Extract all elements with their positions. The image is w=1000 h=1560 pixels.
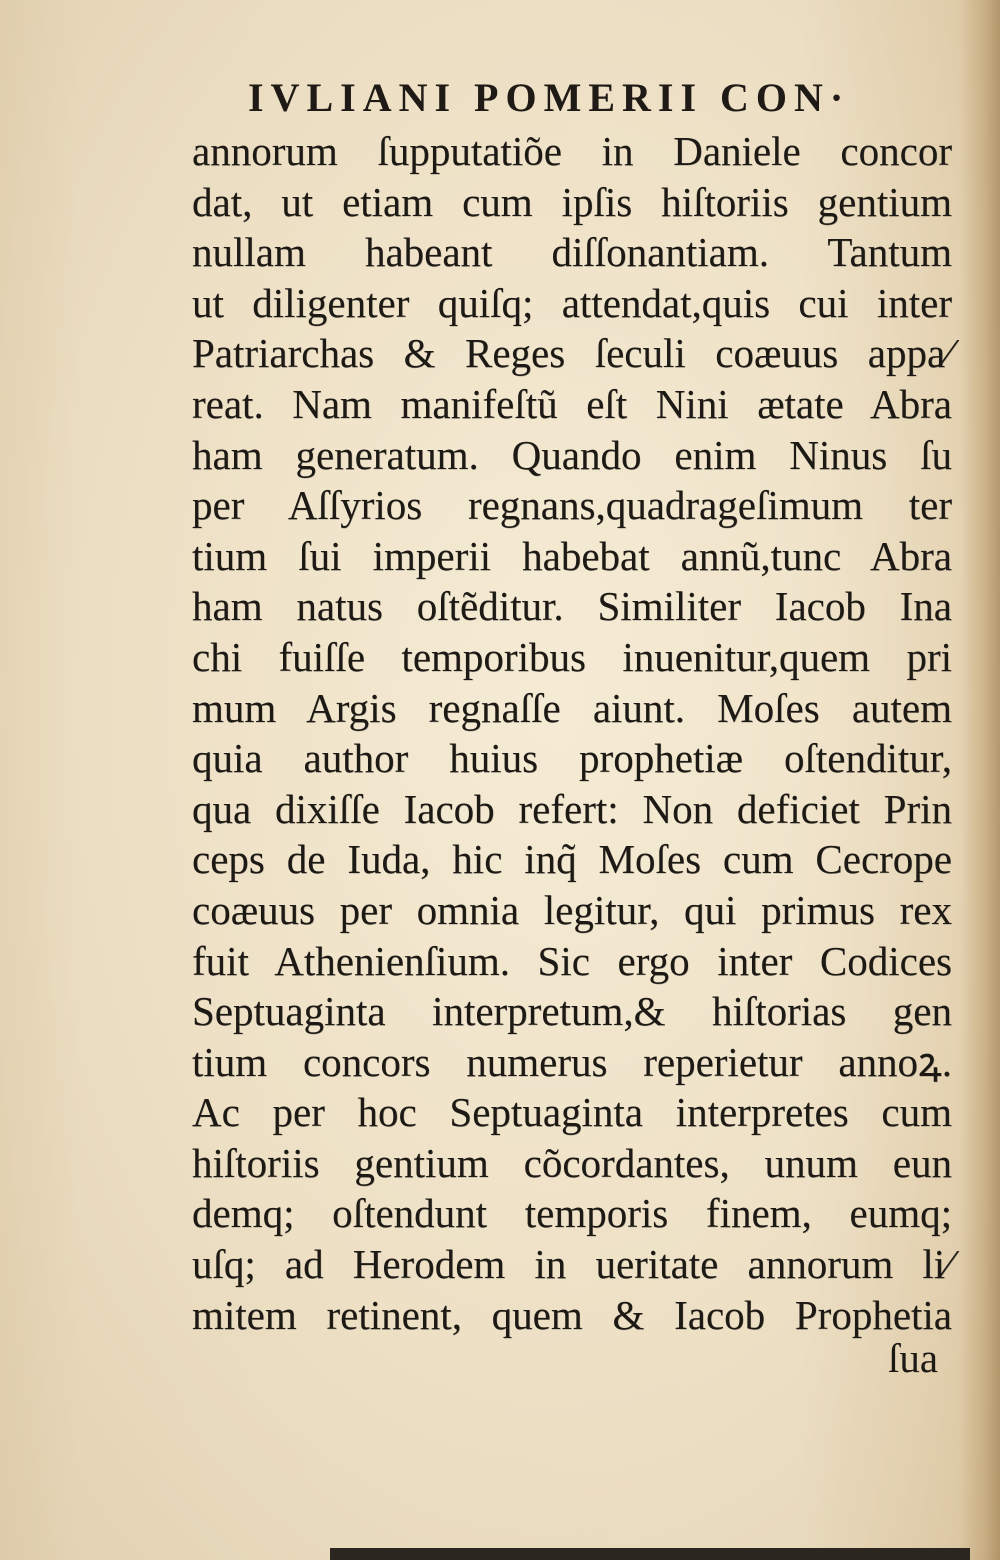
bottom-edge-bar	[330, 1548, 970, 1560]
text-line: nullam habeant diſſonantiam. Tantum	[192, 229, 952, 276]
text-line: fuit Athenienſium. Sic ergo inter Codices	[192, 937, 952, 984]
running-title: IVLIANI POMERII CON·	[248, 75, 851, 120]
text-line: Ac per hoc Septuaginta interpretes cum	[192, 1089, 952, 1136]
text-line: per Aſſyrios regnans,quadrageſimum ter	[192, 482, 952, 529]
text-line: reat. Nam manifeſtũ eſt Nini ætate Abra	[192, 380, 952, 427]
text-line: annorum ſupputatiõe in Daniele concor	[192, 128, 952, 174]
text-line: ceps de Iuda, hic inq̃ Moſes cum Cecrope	[192, 836, 952, 883]
text-line: mum Argis regnaſſe aiunt. Moſes autem	[192, 684, 952, 731]
text-line: dat, ut etiam cum ipſis hiſtoriis gentium	[192, 178, 952, 225]
text-line: quia author huius prophetiæ oſtenditur,	[192, 735, 952, 782]
text-line: demq; oſtendunt temporis finem, eumq;	[192, 1190, 952, 1237]
text-line: hiſtoriis gentium cõcordantes, unum eun	[192, 1139, 952, 1186]
text-line: chi fuiſſe temporibus inuenitur,quem pri	[192, 633, 952, 680]
text-line: ham natus oſtẽditur. Similiter Iacob Ina	[192, 583, 952, 630]
text-line: ham generatum. Quando enim Ninus ſu	[192, 431, 952, 478]
text-line: uſq; ad Herodem in ueritate annorum li⁄	[192, 1241, 952, 1288]
text-line: tium ſui imperii habebat annũ,tunc Abra	[192, 532, 952, 579]
text-line: coæuus per omnia legitur, qui primus rex	[192, 886, 952, 933]
text-line: qua dixiſſe Iacob refert: Non deficiet Prin	[192, 785, 952, 832]
text-line: ut diligenter quiſq; attendat,quis cui inter	[192, 279, 952, 326]
text-line: mitem retinent, quem & Iacob Prophetia	[192, 1291, 952, 1338]
body-text	[192, 126, 952, 1340]
catchword: ſua	[888, 1335, 939, 1381]
text-line: Septuaginta interpretum,& hiſtorias gen	[192, 988, 952, 1035]
text-line: tium concors numerus reperietur annoꝝ.	[192, 1038, 952, 1085]
text-line: Patriarchas & Reges ſeculi coæuus appa⁄	[192, 330, 952, 377]
page-edge-shadow	[960, 0, 1000, 1560]
